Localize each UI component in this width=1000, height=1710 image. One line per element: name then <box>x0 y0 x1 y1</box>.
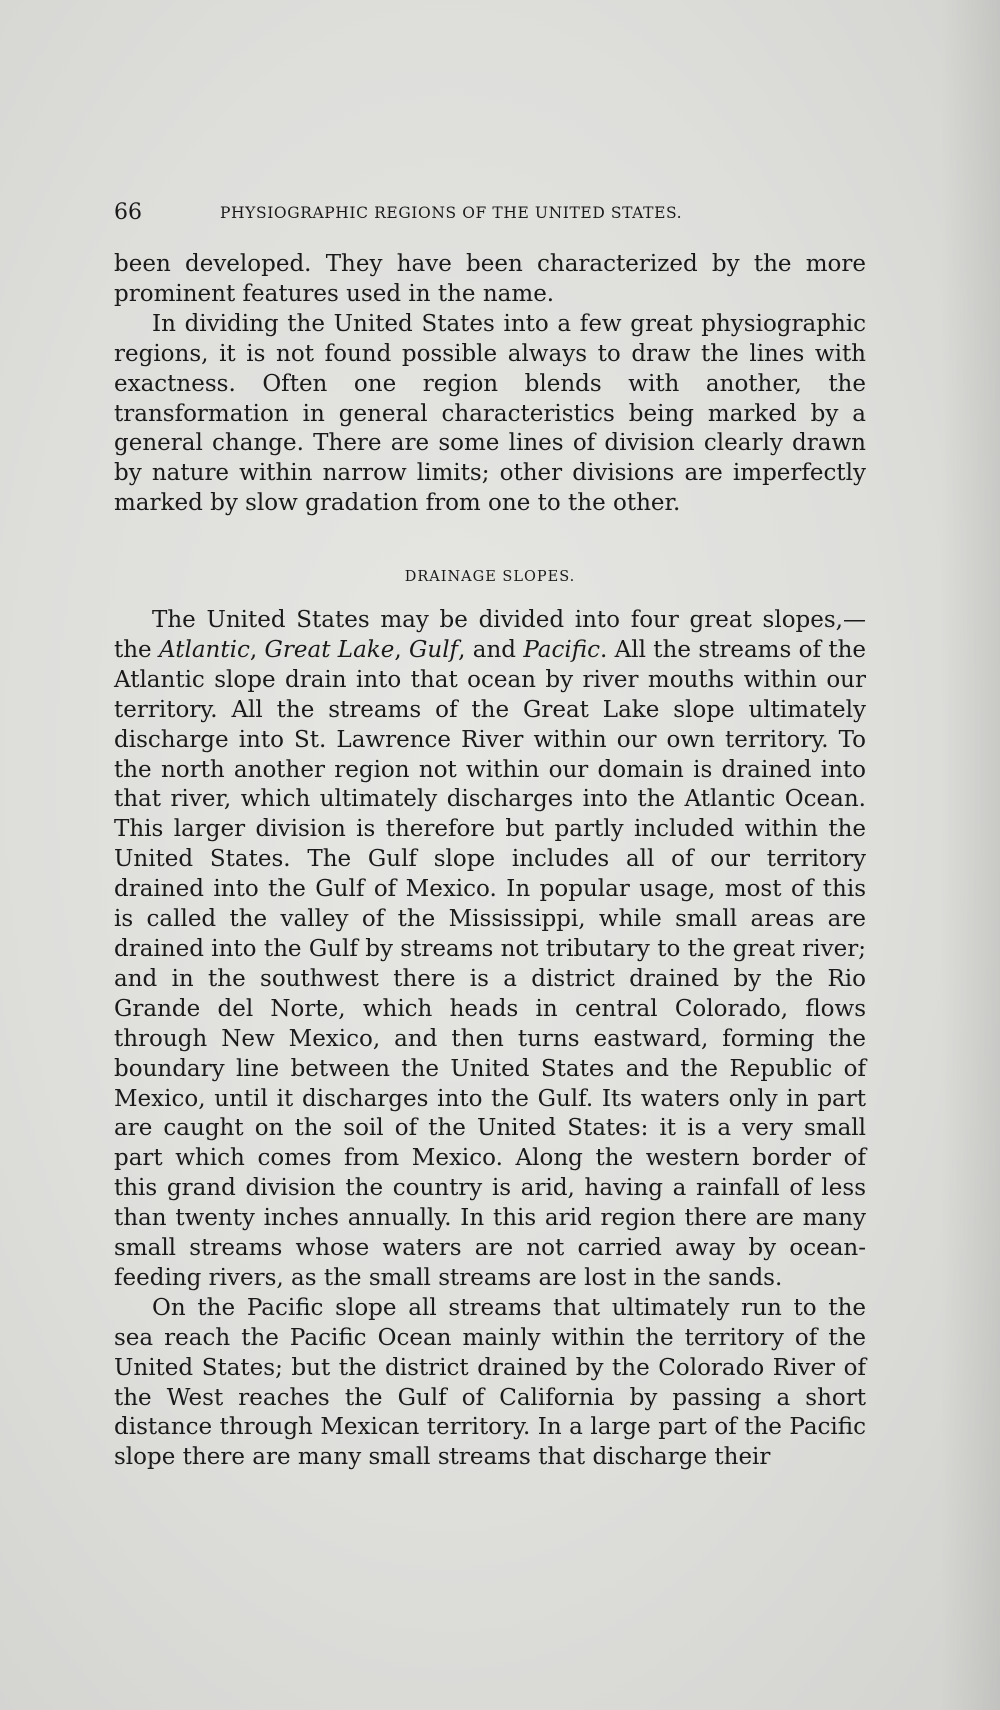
paragraph-text: . All the streams of the Atlantic slope drain into that ocean by river mouths within our territory. All the streams of the Great Lake slope ultimately discharge into St. Lawrence River within our own territory. To the north another region not within our domain is drained into that river, which ultimately discharges into the Atlantic Ocean. This larger division is therefore but partly included within the United States. The Gulf slope includes all of our territory drained into the Gulf of Mexico. In popular usage, most of this is called the valley of the Mississippi, while small areas are drained into the Gulf by streams not tributary to the great river; and in the southwest there is a district drained by the Rio Grande del Norte, which heads in central Colorado, flows through New Mexico, and then turns eastward, forming the boundary line between the United States and the Republic of Mexico, until it discharges into the Gulf. Its waters only in part are caught on the soil of the United States: it is a very small part which comes from Mexico. Along the western border of this grand division the country is arid, having a rainfall of less than twenty inches annually. In this arid region there are many small streams whose waters are not carried away by ocean-feeding rivers, as the small streams are lost in the sands. <box>114 636 867 1291</box>
separator: , <box>249 636 265 663</box>
slope-name-pacific: Pacific <box>523 636 600 663</box>
section-heading: DRAINAGE SLOPES. <box>404 569 576 585</box>
slope-name-atlantic: Atlantic <box>159 636 250 663</box>
separator: , <box>394 636 410 663</box>
slope-name-great-lake: Great Lake <box>264 636 395 663</box>
intro-paragraph-2: In dividing the United States into a few great physiographic regions, it is not found possible always to draw the lines with exactness. Often one region blends with another, the transformation in general characteristics being marked by a general change. There are some lines of division clearly drawn by nature within narrow limits; other divisions are imperfectly marked by slow gradation from one to the other. <box>114 310 866 517</box>
page-number: 66 <box>114 200 142 225</box>
drainage-slopes-text <box>114 606 866 1473</box>
page-header <box>114 200 874 230</box>
slope-name-gulf: Gulf <box>409 636 459 663</box>
separator: , and <box>458 636 524 663</box>
running-title: PHYSIOGRAPHIC REGIONS OF THE UNITED STATES. <box>220 204 683 222</box>
intro-paragraph-1: been developed. They have been characterized by the more prominent features used in the name. <box>114 251 866 307</box>
paragraph-text: The United States may be divided into four great slopes,—the <box>114 607 866 663</box>
drainage-paragraph-2: On the Pacific slope all streams that ultimately run to the sea reach the Pacific Ocean mainly within the territory of the United States; but the district drained by the Colorado River of the West reaches the Gulf of California by passing a short distance through Mexican territory. In a large part of the Pacific slope there are many small streams that discharge their <box>114 1294 866 1471</box>
drainage-paragraph-1 <box>114 606 866 1294</box>
intro-text <box>114 250 866 519</box>
